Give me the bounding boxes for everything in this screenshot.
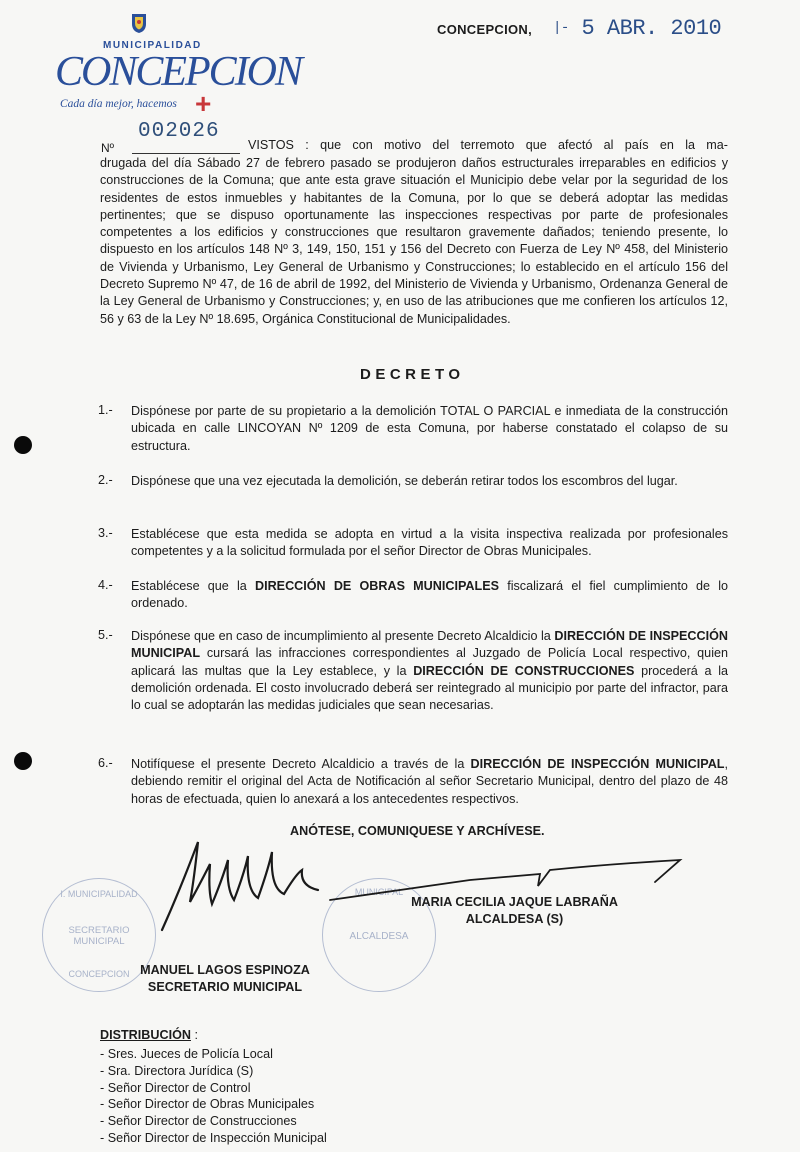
distribution-item: - Sres. Jueces de Policía Local: [100, 1047, 273, 1061]
distribution-item: - Señor Director de Inspección Municipal: [100, 1130, 327, 1145]
alcaldesa-stamp: MUNICIPAL ALCALDESA: [322, 878, 436, 992]
alcaldesa-name: MARIA CECILIA JAQUE LABRAÑA: [411, 895, 618, 909]
binder-hole: [14, 436, 32, 454]
item-2-text: Dispónese que una vez ejecutada la demolición, se deberán retirar todos los escombros del lugar.: [131, 474, 678, 488]
distribution-item: - Señor Director de Control: [100, 1080, 251, 1095]
item-1-number: 1.-: [98, 403, 113, 417]
distribution-item: - Señor Director de Construcciones: [100, 1114, 297, 1129]
item-5-number: 5.-: [98, 628, 113, 642]
secretario-signature-block: [125, 962, 325, 996]
secretario-title: SECRETARIO MUNICIPAL: [147, 980, 303, 994]
item-6-text: Notifíquese el presente Decreto Alcaldicio a través de la DIRECCIÓN DE INSPECCIÓN MUNICIPAL, debiendo remitir el original del Acta de Notificación al señor Secretario Municipal, dentro del plazo de 48 horas de efectuada, quien lo anexará a los antecedentes respectivos.: [131, 757, 729, 806]
logo-municipalidad-text: MUNICIPALIDAD: [103, 40, 202, 51]
alcaldesa-title: ALCALDESA (S): [465, 912, 564, 926]
item-1-text: Dispónese por parte de su propietario a la demolición TOTAL O PARCIAL e inmediata de la construcción ubicada en calle LINCOYAN Nº 1209 de esta Comuna, por haberse constatado el colapso de su estructura.: [131, 404, 728, 453]
decree-number-label: Nº: [101, 141, 115, 155]
vistos-body: drugada del día Sábado 27 de febrero pasado se produjeron daños estructurales irreparables en edificios y construcciones de la Comuna; que ante esta grave situación el Municipio debe velar por la seguridad de los residentes de estos inmuebles y habitantes de la Comuna, por lo que se deberá adoptar las medidas pertinentes; que se dispuso oportunamente las inspecciones respectivas por parte de profesionales competentes a los edificios y construcciones que resultaron gravemente dañados; teniendo presente, lo dispuesto en los artículos 148 Nº 3, 149, 150, 151 y 156 del Decreto con Fuerza de Ley Nº 458, del Ministerio de Vivienda y Urbanismo, Ley General de Urbanismo y Construcciones; lo establecido en el artículo 156 del Decreto Supremo Nº 47, de 16 de abril de 1992, del Ministerio de Vivienda y Urbanismo, Ordenanza General de la Ley General de Urbanismo y Construcciones; y, en uso de las atribuciones que me confieren los artículos 12, 56 y 63 de la Ley Nº 18.695, Orgánica Constitucional de Municipalidades.: [100, 156, 728, 326]
item-4-text: Establécese que la DIRECCIÓN DE OBRAS MUNICIPALES fiscalizará el fiel cumplimiento de lo ordenado.: [131, 579, 729, 611]
item-3-number: 3.-: [98, 526, 113, 540]
item-6-number: 6.-: [98, 756, 113, 770]
decree-number-value: 002026: [138, 120, 220, 143]
decree-number-underline: [132, 153, 240, 154]
plus-cross-icon: +: [195, 88, 212, 119]
closing-formula: ANÓTESE, COMUNIQUESE Y ARCHÍVESE.: [290, 824, 545, 838]
date-stamp: |- 5 ABR. 2010: [553, 16, 722, 41]
decreto-heading: DECRETO: [360, 366, 465, 383]
place-label: CONCEPCION,: [437, 22, 533, 37]
date-value: 5 ABR. 2010: [581, 16, 722, 41]
logo-slogan: Cada día mejor, hacemos: [60, 98, 177, 110]
item-5-text: Dispónese que en caso de incumplimiento al presente Decreto Alcaldicio la DIRECCIÓN DE INSPECCIÓN MUNICIPAL cursará las infracciones correspondientes al Juzgado de Policía Local respectivo, quien aplicará las multas que la Ley establece, y la DIRECCIÓN DE CONSTRUCCIONES procederá a la demolición ordenada. El costo involucrado deberá ser reintegrado al municipio por parte del infractor, para lo cual se adoptarán las medidas judiciales que sean necesarias.: [131, 629, 728, 713]
item-4-number: 4.-: [98, 578, 113, 592]
coat-of-arms-icon: [131, 12, 147, 34]
vistos-first-line: VISTOS : que con motivo del terremoto que afectó al país en la ma-: [248, 138, 728, 152]
alcaldesa-signature-block: [392, 894, 637, 928]
distribution-heading: DISTRIBUCIÓN :: [100, 1028, 198, 1042]
secretario-name: MANUEL LAGOS ESPINOZA: [140, 963, 310, 977]
item-3-text: Establécese que esta medida se adopta en virtud a la visita inspectiva realizada por profesionales competentes y a la solicitud formulada por el señor Director de Obras Municipales.: [131, 527, 728, 559]
distribution-item: - Señor Director de Obras Municipales: [100, 1097, 315, 1112]
municipal-logo: [55, 12, 302, 122]
binder-hole: [14, 752, 32, 770]
logo-wordmark: CONCEPCION: [55, 49, 302, 95]
distribution-item: - Sra. Directora Jurídica (S): [100, 1063, 254, 1078]
secretario-stamp: I. MUNICIPALIDAD SECRETARIO MUNICIPAL CONCEPCION: [42, 878, 156, 992]
item-2-number: 2.-: [98, 473, 113, 487]
distribution-list: [100, 1046, 327, 1147]
